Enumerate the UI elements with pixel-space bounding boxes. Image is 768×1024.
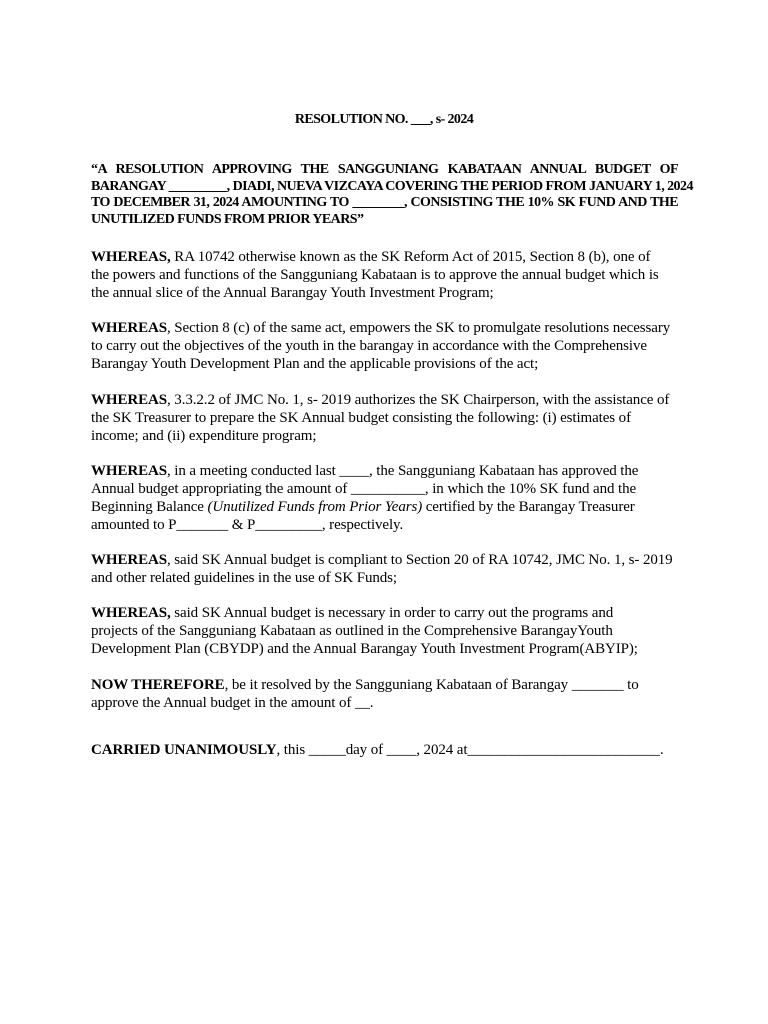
whereas-keyword: WHEREAS xyxy=(91,463,167,479)
paragraph-line: approve the Annual budget in the amount of __. xyxy=(91,695,374,711)
paragraph-line xyxy=(91,391,681,409)
paragraph-line: Development Plan (CBYDP) and the Annual Barangay Youth Investment Program(ABYIP); xyxy=(91,641,638,657)
paragraph-line: projects of the Sangguniang Kabataan as outlined in the Comprehensive BarangayYouth xyxy=(91,623,613,639)
paragraph-text: , in a meeting conducted last ____, the Sangguniang Kabataan has approved the xyxy=(167,463,639,479)
whereas-paragraph-2 xyxy=(91,319,681,373)
paragraph-line: Annual budget appropriating the amount of __________, in which the 10% SK fund and the xyxy=(91,481,637,497)
heading-line-1: “A RESOLUTION APPROVING THE SANGGUNIANG KABATAAN ANNUAL BUDGET OF xyxy=(91,162,678,177)
whereas-keyword: WHEREAS xyxy=(91,552,167,568)
paragraph-text: RA 10742 otherwise known as the SK Reform Act of 2015, Section 8 (b), one of xyxy=(170,249,651,265)
whereas-keyword: WHEREAS xyxy=(91,320,167,336)
paragraph-line: amounted to P_______ & P_________, respectively. xyxy=(91,517,404,533)
whereas-paragraph-1 xyxy=(91,248,681,302)
heading-line-2: BARANGAY _________, DIADI, NUEVA VIZCAYA COVERING THE PERIOD FROM JANUARY 1, 2024 xyxy=(91,178,693,194)
paragraph-line: to carry out the objectives of the youth in the barangay in accordance with the Comprehensive xyxy=(91,338,647,354)
now-therefore-keyword: NOW THEREFORE xyxy=(91,677,225,693)
paragraph-line: the annual slice of the Annual Barangay Youth Investment Program; xyxy=(91,285,494,301)
paragraph-line: the SK Treasurer to prepare the SK Annual budget consisting the following: (i) estimates of xyxy=(91,410,631,426)
paragraph-line: the powers and functions of the Sangguniang Kabataan is to approve the annual budget which is xyxy=(91,267,659,283)
whereas-keyword: WHEREAS, xyxy=(91,605,171,621)
heading-line-3: TO DECEMBER 31, 2024 AMOUNTING TO ________, CONSISTING THE 10% SK FUND AND THE xyxy=(91,195,678,210)
whereas-paragraph-6 xyxy=(91,604,681,658)
paragraph-text: certified by the Barangay Treasurer xyxy=(422,499,635,515)
carried-keyword: CARRIED UNANIMOUSLY xyxy=(91,742,277,758)
whereas-paragraph-4 xyxy=(91,462,681,534)
heading-line-4: UNUTILIZED FUNDS FROM PRIOR YEARS” xyxy=(91,211,364,227)
paragraph-text: , said SK Annual budget is compliant to Section 20 of RA 10742, JMC No. 1, s- 2019 xyxy=(167,552,673,568)
paragraph-line xyxy=(91,676,681,694)
paragraph-line: and other related guidelines in the use of SK Funds; xyxy=(91,570,397,586)
paragraph-text: , this _____day of ____, 2024 at__________________________. xyxy=(276,742,664,758)
paragraph-line xyxy=(91,741,681,759)
paragraph-line xyxy=(91,462,681,480)
carried-unanimously-paragraph xyxy=(91,741,681,759)
paragraph-line xyxy=(91,248,681,266)
resolution-title: RESOLUTION NO. ___, s- 2024 xyxy=(294,112,474,127)
whereas-paragraph-3 xyxy=(91,391,681,445)
paragraph-text: , Section 8 (c) of the same act, empowers the SK to promulgate resolutions necessary xyxy=(167,320,671,336)
resolution-heading xyxy=(91,162,693,228)
paragraph-line xyxy=(91,319,681,337)
paragraph-text: , be it resolved by the Sangguniang Kabataan of Barangay _______ to xyxy=(224,677,639,693)
paragraph-text: Beginning Balance xyxy=(91,499,208,515)
paragraph-line xyxy=(91,551,681,569)
whereas-paragraph-5 xyxy=(91,551,681,587)
whereas-keyword: WHEREAS xyxy=(91,392,167,408)
paragraph-line: income; and (ii) expenditure program; xyxy=(91,428,317,444)
paragraph-line xyxy=(91,498,681,516)
now-therefore-paragraph xyxy=(91,676,681,712)
italic-phrase: (Unutilized Funds from Prior Years) xyxy=(207,499,423,515)
whereas-keyword: WHEREAS, xyxy=(91,249,171,265)
paragraph-text: said SK Annual budget is necessary in order to carry out the programs and xyxy=(170,605,614,621)
paragraph-line xyxy=(91,604,681,622)
paragraph-line: Barangay Youth Development Plan and the applicable provisions of the act; xyxy=(91,356,539,372)
paragraph-text: , 3.3.2.2 of JMC No. 1, s- 2019 authorizes the SK Chairperson, with the assistance of xyxy=(167,392,670,408)
